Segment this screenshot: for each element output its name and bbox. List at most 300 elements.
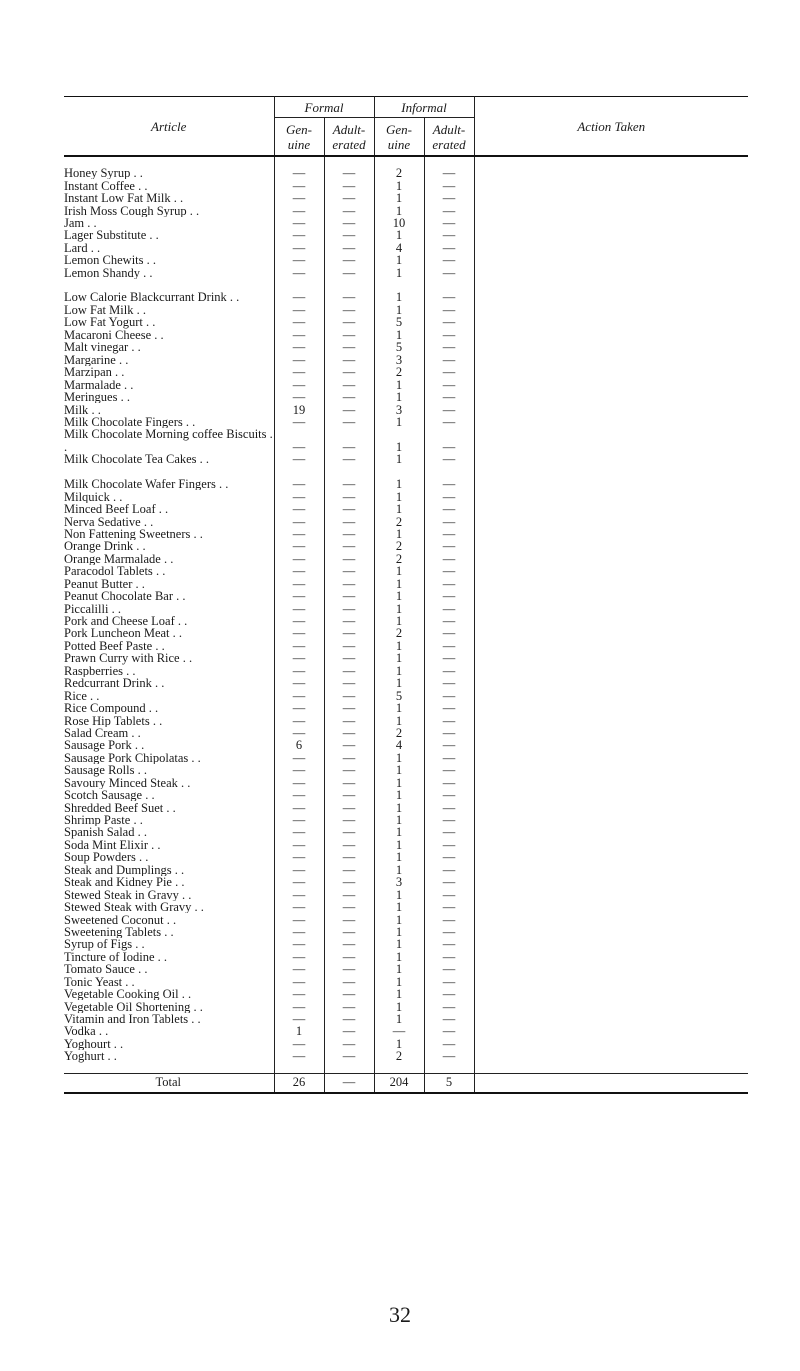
informal-genuine-cell: 2	[374, 727, 424, 739]
informal-adulterated-cell: —	[424, 565, 474, 577]
article-name: Stewed Steak in Gravy . .	[64, 888, 191, 900]
article-cell	[64, 217, 274, 229]
action-cell	[474, 540, 748, 552]
article-name: Prawn Curry with Rice . .	[64, 652, 192, 664]
informal-adulterated-cell: —	[424, 304, 474, 316]
article-name: Sweetened Coconut . .	[64, 913, 176, 925]
informal-genuine-cell: 2	[374, 167, 424, 179]
article-name: Stewed Steak with Gravy . .	[64, 901, 204, 913]
formal-genuine-cell: —	[274, 366, 324, 378]
informal-genuine-cell: 1	[374, 378, 424, 390]
formal-adulterated-cell: —	[324, 876, 374, 888]
table-row	[64, 416, 748, 428]
informal-adulterated-cell: —	[424, 391, 474, 403]
formal-adulterated-cell: —	[324, 1038, 374, 1050]
sampling-results-table	[64, 96, 748, 1094]
header-formal-adulterated: Adult- erated	[324, 118, 374, 157]
action-cell	[474, 578, 748, 590]
table-row	[64, 963, 748, 975]
action-cell	[474, 1050, 748, 1062]
formal-genuine-cell: —	[274, 777, 324, 789]
article-name: Milk Chocolate Morning coffee Biscuits . .	[64, 428, 273, 453]
formal-adulterated-cell: —	[324, 553, 374, 565]
informal-genuine-cell: 1	[374, 951, 424, 963]
informal-genuine-cell: 1	[374, 528, 424, 540]
informal-adulterated-cell: —	[424, 354, 474, 366]
table-row	[64, 988, 748, 1000]
article-name: Marmalade . .	[64, 378, 133, 390]
informal-genuine-cell: 1	[374, 752, 424, 764]
article-name: Milquick . .	[64, 490, 122, 502]
formal-genuine-cell: 6	[274, 739, 324, 751]
informal-genuine-cell: 1	[374, 976, 424, 988]
action-cell	[474, 913, 748, 925]
formal-adulterated-cell: —	[324, 801, 374, 813]
article-cell	[64, 963, 274, 975]
table-row	[64, 242, 748, 254]
formal-adulterated-cell: —	[324, 714, 374, 726]
formal-genuine-cell: —	[274, 553, 324, 565]
table-row	[64, 764, 748, 776]
action-cell	[474, 304, 748, 316]
formal-genuine-cell: —	[274, 789, 324, 801]
article-name: Yoghurt . .	[64, 1050, 117, 1062]
action-cell	[474, 951, 748, 963]
formal-genuine-cell: —	[274, 1038, 324, 1050]
table-row	[64, 490, 748, 502]
action-cell	[474, 204, 748, 216]
table-row	[64, 229, 748, 241]
table-row	[64, 665, 748, 677]
formal-adulterated-cell: —	[324, 976, 374, 988]
informal-genuine-cell: 1	[374, 988, 424, 1000]
table-row	[64, 167, 748, 179]
informal-genuine-cell: 1	[374, 764, 424, 776]
total-informal-genuine: 204	[374, 1073, 424, 1093]
informal-genuine-cell: 1	[374, 814, 424, 826]
action-cell	[474, 689, 748, 701]
informal-adulterated-cell: —	[424, 254, 474, 266]
formal-adulterated-cell: —	[324, 764, 374, 776]
formal-adulterated-cell: —	[324, 304, 374, 316]
article-name: Lard . .	[64, 242, 100, 254]
table-row	[64, 677, 748, 689]
formal-genuine-cell: —	[274, 329, 324, 341]
informal-genuine-cell: 1	[374, 615, 424, 627]
table-row	[64, 515, 748, 527]
informal-adulterated-cell: —	[424, 901, 474, 913]
formal-genuine-cell: —	[274, 689, 324, 701]
article-name: Margarine . .	[64, 354, 128, 366]
article-cell	[64, 316, 274, 328]
article-cell	[64, 466, 274, 491]
formal-adulterated-cell: —	[324, 229, 374, 241]
formal-adulterated-cell: —	[324, 851, 374, 863]
total-informal-adulterated: 5	[424, 1073, 474, 1093]
informal-adulterated-cell: —	[424, 876, 474, 888]
table-row	[64, 627, 748, 639]
informal-adulterated-cell: —	[424, 665, 474, 677]
action-cell	[474, 777, 748, 789]
formal-adulterated-cell: —	[324, 602, 374, 614]
table-row	[64, 727, 748, 739]
table-row	[64, 976, 748, 988]
formal-genuine-cell: —	[274, 926, 324, 938]
article-cell	[64, 764, 274, 776]
table-row	[64, 341, 748, 353]
article-cell	[64, 416, 274, 428]
formal-adulterated-cell: —	[324, 1013, 374, 1025]
informal-genuine-cell: 2	[374, 540, 424, 552]
action-cell	[474, 602, 748, 614]
informal-adulterated-cell: —	[424, 403, 474, 415]
informal-adulterated-cell: —	[424, 267, 474, 279]
formal-genuine-cell: —	[274, 615, 324, 627]
informal-genuine-cell: 1	[374, 864, 424, 876]
informal-adulterated-cell: —	[424, 963, 474, 975]
informal-adulterated-cell: —	[424, 416, 474, 428]
formal-adulterated-cell: —	[324, 652, 374, 664]
informal-adulterated-cell: —	[424, 789, 474, 801]
article-cell	[64, 615, 274, 627]
formal-genuine-cell: —	[274, 565, 324, 577]
article-name: Lemon Shandy . .	[64, 267, 153, 279]
table-row	[64, 901, 748, 913]
informal-adulterated-cell: —	[424, 1038, 474, 1050]
informal-adulterated-cell: —	[424, 988, 474, 1000]
formal-adulterated-cell: —	[324, 466, 374, 491]
informal-adulterated-cell: —	[424, 826, 474, 838]
action-cell	[474, 702, 748, 714]
article-name: Instant Low Fat Milk . .	[64, 192, 183, 204]
informal-adulterated-cell: —	[424, 279, 474, 304]
article-cell	[64, 167, 274, 179]
table-row	[64, 366, 748, 378]
formal-adulterated-cell: —	[324, 901, 374, 913]
article-cell	[64, 913, 274, 925]
article-name: Low Fat Milk . .	[64, 304, 146, 316]
table-row	[64, 590, 748, 602]
informal-genuine-cell: 1	[374, 702, 424, 714]
table-row	[64, 304, 748, 316]
formal-adulterated-cell: —	[324, 167, 374, 179]
formal-adulterated-cell: —	[324, 391, 374, 403]
informal-genuine-cell: 1	[374, 391, 424, 403]
informal-adulterated-cell: —	[424, 217, 474, 229]
header-informal: Informal	[374, 97, 474, 118]
table-row	[64, 839, 748, 851]
informal-genuine-cell: 1	[374, 801, 424, 813]
formal-adulterated-cell: —	[324, 727, 374, 739]
informal-adulterated-cell: —	[424, 229, 474, 241]
formal-genuine-cell: —	[274, 764, 324, 776]
table-row	[64, 714, 748, 726]
article-cell	[64, 1038, 274, 1050]
action-cell	[474, 876, 748, 888]
informal-adulterated-cell: —	[424, 615, 474, 627]
table-row	[64, 652, 748, 664]
article-name: Yoghourt . .	[64, 1038, 123, 1050]
article-name: Orange Marmalade . .	[64, 553, 173, 565]
table-row	[64, 739, 748, 751]
formal-adulterated-cell: —	[324, 888, 374, 900]
article-cell	[64, 341, 274, 353]
article-cell	[64, 366, 274, 378]
formal-adulterated-cell: —	[324, 752, 374, 764]
formal-adulterated-cell: —	[324, 366, 374, 378]
informal-adulterated-cell: —	[424, 466, 474, 491]
table-row	[64, 1038, 748, 1050]
informal-adulterated-cell: —	[424, 814, 474, 826]
total-action	[474, 1073, 748, 1093]
article-cell	[64, 503, 274, 515]
informal-genuine-cell: 5	[374, 316, 424, 328]
table-row	[64, 254, 748, 266]
formal-adulterated-cell: —	[324, 951, 374, 963]
table-row	[64, 1013, 748, 1025]
article-cell	[64, 403, 274, 415]
formal-adulterated-cell: —	[324, 540, 374, 552]
article-cell	[64, 254, 274, 266]
formal-adulterated-cell: —	[324, 490, 374, 502]
formal-adulterated-cell: —	[324, 615, 374, 627]
header-action-taken: Action Taken	[474, 97, 748, 157]
article-cell	[64, 378, 274, 390]
formal-genuine-cell: —	[274, 267, 324, 279]
action-cell	[474, 565, 748, 577]
table-row	[64, 888, 748, 900]
formal-genuine-cell: 1	[274, 1025, 324, 1037]
action-cell	[474, 677, 748, 689]
action-cell	[474, 167, 748, 179]
article-cell	[64, 839, 274, 851]
article-cell	[64, 988, 274, 1000]
informal-adulterated-cell: —	[424, 689, 474, 701]
informal-genuine-cell: 1	[374, 677, 424, 689]
formal-adulterated-cell: —	[324, 1025, 374, 1037]
informal-genuine-cell: 1	[374, 428, 424, 453]
informal-genuine-cell: 1	[374, 192, 424, 204]
formal-adulterated-cell: —	[324, 354, 374, 366]
formal-genuine-cell: —	[274, 1013, 324, 1025]
article-cell	[64, 864, 274, 876]
table-row	[64, 565, 748, 577]
article-name: Scotch Sausage . .	[64, 789, 155, 801]
article-name: Low Calorie Blackcurrant Drink . .	[64, 290, 239, 303]
informal-adulterated-cell: —	[424, 839, 474, 851]
table-row	[64, 789, 748, 801]
formal-genuine-cell: —	[274, 1000, 324, 1012]
formal-genuine-cell: —	[274, 1050, 324, 1062]
informal-adulterated-cell: —	[424, 801, 474, 813]
informal-genuine-cell: 1	[374, 578, 424, 590]
formal-genuine-cell: —	[274, 652, 324, 664]
formal-adulterated-cell: —	[324, 204, 374, 216]
informal-adulterated-cell: —	[424, 727, 474, 739]
article-cell	[64, 1000, 274, 1012]
formal-genuine-cell: —	[274, 354, 324, 366]
informal-adulterated-cell: —	[424, 179, 474, 191]
formal-genuine-cell: 19	[274, 403, 324, 415]
action-cell	[474, 590, 748, 602]
formal-adulterated-cell: —	[324, 453, 374, 465]
formal-adulterated-cell: —	[324, 739, 374, 751]
informal-adulterated-cell: —	[424, 192, 474, 204]
article-name: Macaroni Cheese . .	[64, 329, 164, 341]
informal-adulterated-cell: —	[424, 242, 474, 254]
action-cell	[474, 901, 748, 913]
informal-adulterated-cell: —	[424, 1050, 474, 1062]
informal-adulterated-cell: —	[424, 777, 474, 789]
informal-adulterated-cell: —	[424, 602, 474, 614]
formal-adulterated-cell: —	[324, 665, 374, 677]
formal-genuine-cell: —	[274, 316, 324, 328]
informal-genuine-cell: —	[374, 1025, 424, 1037]
formal-adulterated-cell: —	[324, 988, 374, 1000]
action-cell	[474, 988, 748, 1000]
action-cell	[474, 316, 748, 328]
table-row	[64, 913, 748, 925]
article-cell	[64, 976, 274, 988]
informal-adulterated-cell: —	[424, 951, 474, 963]
table-row	[64, 540, 748, 552]
formal-genuine-cell: —	[274, 963, 324, 975]
informal-genuine-cell: 5	[374, 689, 424, 701]
formal-genuine-cell: —	[274, 814, 324, 826]
article-name: Salad Cream . .	[64, 727, 141, 739]
article-name: Tomato Sauce . .	[64, 963, 147, 975]
table-row	[64, 602, 748, 614]
formal-adulterated-cell: —	[324, 279, 374, 304]
article-cell	[64, 951, 274, 963]
article-cell	[64, 453, 274, 465]
informal-adulterated-cell: —	[424, 578, 474, 590]
formal-adulterated-cell: —	[324, 179, 374, 191]
table-row	[64, 279, 748, 304]
informal-adulterated-cell: —	[424, 503, 474, 515]
formal-genuine-cell: —	[274, 839, 324, 851]
action-cell	[474, 179, 748, 191]
formal-adulterated-cell: —	[324, 565, 374, 577]
formal-genuine-cell: —	[274, 453, 324, 465]
action-cell	[474, 752, 748, 764]
article-cell	[64, 752, 274, 764]
informal-adulterated-cell: —	[424, 1000, 474, 1012]
action-cell	[474, 963, 748, 975]
article-cell	[64, 242, 274, 254]
table-row	[64, 453, 748, 465]
article-name: Peanut Butter . .	[64, 578, 145, 590]
table-body	[64, 156, 748, 1063]
action-cell	[474, 242, 748, 254]
formal-adulterated-cell: —	[324, 192, 374, 204]
informal-adulterated-cell: —	[424, 553, 474, 565]
article-cell	[64, 1013, 274, 1025]
table-row	[64, 1050, 748, 1062]
informal-genuine-cell: 1	[374, 913, 424, 925]
informal-genuine-cell: 1	[374, 901, 424, 913]
total-formal-genuine: 26	[274, 1073, 324, 1093]
informal-genuine-cell: 4	[374, 242, 424, 254]
action-cell	[474, 864, 748, 876]
action-cell	[474, 814, 748, 826]
action-cell	[474, 528, 748, 540]
action-cell	[474, 391, 748, 403]
formal-adulterated-cell: —	[324, 416, 374, 428]
article-name: Honey Syrup . .	[64, 167, 143, 179]
article-cell	[64, 553, 274, 565]
table-row	[64, 752, 748, 764]
informal-genuine-cell: 1	[374, 1038, 424, 1050]
informal-genuine-cell: 1	[374, 851, 424, 863]
formal-genuine-cell: —	[274, 876, 324, 888]
formal-genuine-cell: —	[274, 167, 324, 179]
informal-adulterated-cell: —	[424, 204, 474, 216]
informal-genuine-cell: 1	[374, 229, 424, 241]
formal-adulterated-cell: —	[324, 254, 374, 266]
formal-adulterated-cell: —	[324, 913, 374, 925]
action-cell	[474, 1000, 748, 1012]
total-formal-adulterated: —	[324, 1073, 374, 1093]
action-cell	[474, 938, 748, 950]
informal-adulterated-cell: —	[424, 540, 474, 552]
article-name: Pork and Cheese Loaf . .	[64, 615, 187, 627]
formal-adulterated-cell: —	[324, 864, 374, 876]
informal-genuine-cell: 2	[374, 553, 424, 565]
table-row	[64, 702, 748, 714]
formal-genuine-cell: —	[274, 515, 324, 527]
table-row	[64, 192, 748, 204]
action-cell	[474, 341, 748, 353]
action-cell	[474, 366, 748, 378]
table-row	[64, 801, 748, 813]
article-name: Vodka . .	[64, 1025, 108, 1037]
formal-adulterated-cell: —	[324, 316, 374, 328]
article-cell	[64, 229, 274, 241]
formal-adulterated-cell: —	[324, 1050, 374, 1062]
total-label: Total	[64, 1073, 274, 1093]
article-name: Milk Chocolate Wafer Fingers . .	[64, 477, 228, 490]
action-cell	[474, 627, 748, 639]
article-cell	[64, 888, 274, 900]
article-name: Nerva Sedative . .	[64, 515, 153, 527]
article-cell	[64, 627, 274, 639]
informal-adulterated-cell: —	[424, 627, 474, 639]
informal-adulterated-cell: —	[424, 590, 474, 602]
table-row	[64, 1025, 748, 1037]
action-cell	[474, 665, 748, 677]
article-cell	[64, 329, 274, 341]
article-cell	[64, 602, 274, 614]
formal-adulterated-cell: —	[324, 789, 374, 801]
informal-genuine-cell: 1	[374, 789, 424, 801]
article-cell	[64, 926, 274, 938]
spacer-row	[64, 156, 748, 167]
formal-adulterated-cell: —	[324, 926, 374, 938]
table-row	[64, 851, 748, 863]
formal-genuine-cell: —	[274, 752, 324, 764]
informal-genuine-cell: 1	[374, 826, 424, 838]
article-cell	[64, 714, 274, 726]
article-name: Shredded Beef Suet . .	[64, 801, 176, 813]
informal-genuine-cell: 1	[374, 466, 424, 491]
formal-genuine-cell: —	[274, 192, 324, 204]
informal-adulterated-cell: —	[424, 453, 474, 465]
formal-adulterated-cell: —	[324, 963, 374, 975]
formal-genuine-cell: —	[274, 888, 324, 900]
article-name: Tonic Yeast . .	[64, 976, 135, 988]
informal-genuine-cell: 2	[374, 1050, 424, 1062]
